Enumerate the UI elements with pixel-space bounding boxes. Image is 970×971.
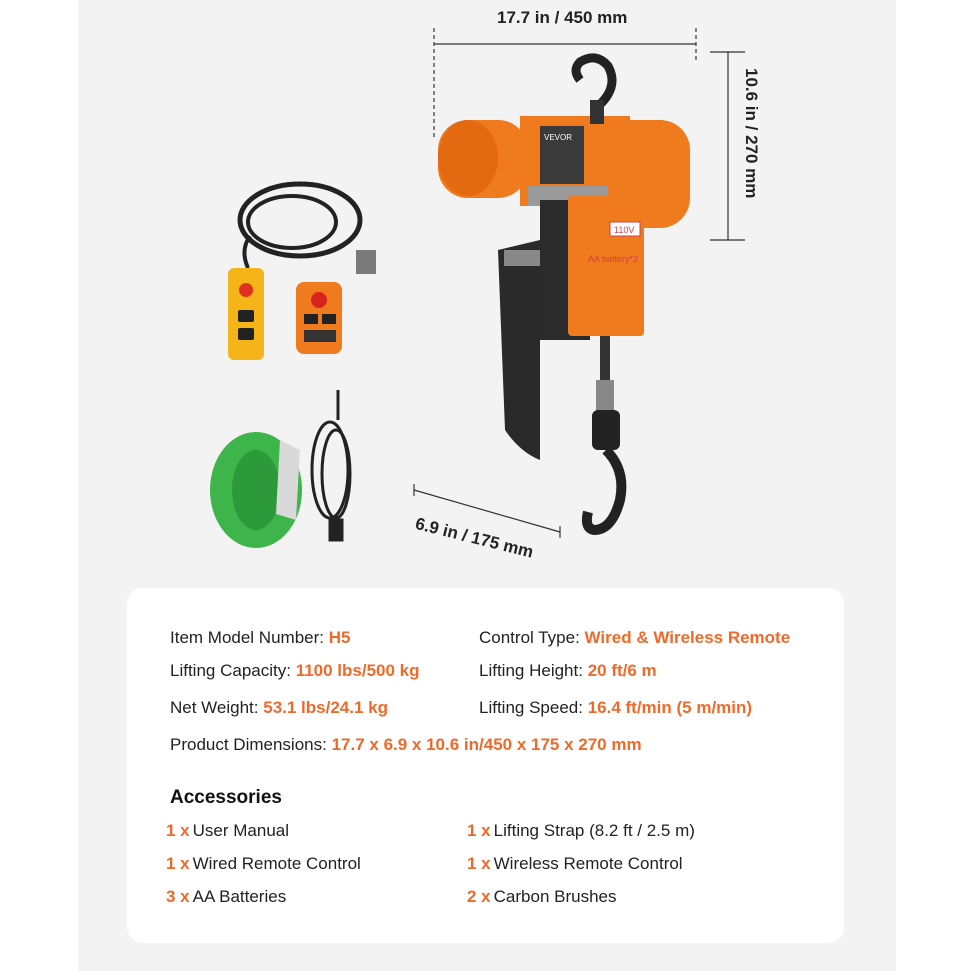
spec-control-label: Control Type:	[479, 628, 580, 647]
accessory-name: Wireless Remote Control	[493, 854, 683, 873]
accessory-item	[467, 821, 695, 841]
electric-hoist	[438, 58, 690, 530]
depth-dimension-label: 6.9 in / 175 mm	[413, 514, 536, 562]
accessory-item	[467, 887, 616, 907]
spec-control-value: Wired & Wireless Remote	[584, 628, 791, 647]
lifting-strap	[210, 432, 302, 548]
spec-height-value: 20 ft/6 m	[587, 661, 657, 680]
spec-model-label: Item Model Number:	[170, 628, 324, 647]
spec-dimensions-label: Product Dimensions:	[170, 735, 327, 754]
accessory-qty: 1 x	[467, 821, 491, 840]
height-dimension-label: 10.6 in / 270 mm	[742, 68, 761, 199]
accessory-name: Lifting Strap (8.2 ft / 2.5 m)	[493, 821, 695, 840]
brand-label: VEVOR	[544, 133, 573, 142]
spec-capacity	[170, 661, 420, 681]
width-dimension-label: 17.7 in / 450 mm	[497, 8, 628, 27]
spec-capacity-value: 1100 lbs/500 kg	[295, 661, 420, 680]
accessories-title: Accessories	[170, 787, 282, 808]
spec-height-label: Lifting Height:	[479, 661, 583, 680]
height-dimension-line	[710, 52, 745, 240]
accessory-qty: 1 x	[166, 854, 190, 873]
accessory-name: Wired Remote Control	[192, 854, 361, 873]
accessory-qty: 1 x	[166, 821, 190, 840]
accessory-item	[467, 854, 683, 874]
accessory-qty: 2 x	[467, 887, 491, 906]
spec-net-weight	[170, 698, 388, 718]
accessory-qty: 3 x	[166, 887, 190, 906]
power-cord	[312, 390, 350, 540]
spec-model-value: H5	[328, 628, 351, 647]
spec-model	[170, 628, 350, 648]
battery-label: AA battery*2	[588, 254, 639, 264]
accessory-name: User Manual	[192, 821, 290, 840]
spec-capacity-label: Lifting Capacity:	[170, 661, 291, 680]
accessory-qty: 1 x	[467, 854, 491, 873]
spec-lifting-speed	[479, 698, 752, 718]
spec-dimensions-value: 17.7 x 6.9 x 10.6 in/450 x 175 x 270 mm	[331, 735, 642, 754]
accessory-name: Carbon Brushes	[493, 887, 617, 906]
voltage-label: 110V	[614, 225, 635, 235]
accessory-item	[166, 821, 289, 841]
accessory-item	[166, 854, 361, 874]
spec-speed-value: 16.4 ft/min (5 m/min)	[587, 698, 753, 717]
accessory-item	[166, 887, 286, 907]
spec-dimensions	[170, 735, 642, 755]
wireless-remote	[296, 282, 342, 354]
spec-weight-value: 53.1 lbs/24.1 kg	[263, 698, 388, 717]
spec-speed-label: Lifting Speed:	[479, 698, 583, 717]
spec-control-type	[479, 628, 790, 648]
spec-weight-label: Net Weight:	[170, 698, 259, 717]
accessory-name: AA Batteries	[192, 887, 287, 906]
spec-lifting-height	[479, 661, 657, 681]
